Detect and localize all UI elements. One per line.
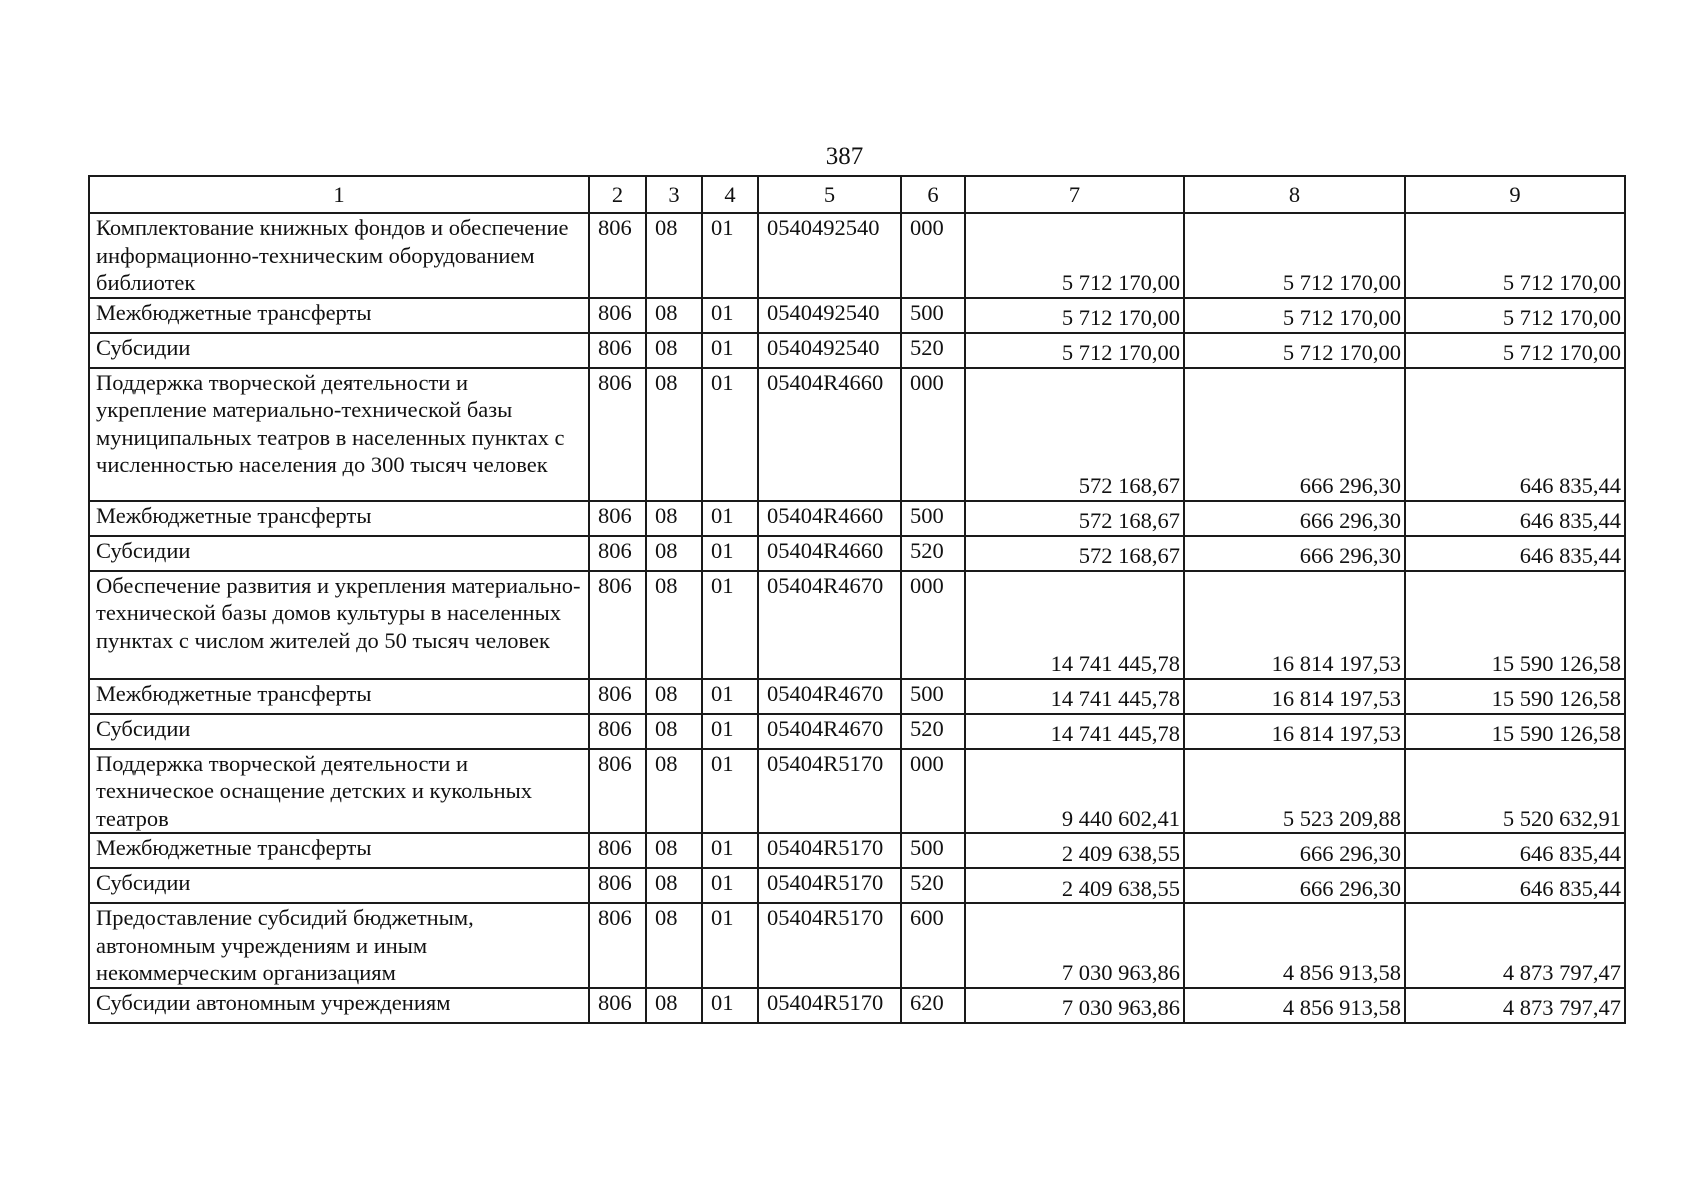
table-row	[89, 298, 1625, 333]
code-cell: 05404R5170	[758, 868, 901, 903]
code-cell: 01	[702, 298, 758, 333]
amount-cell: 16 814 197,53	[1184, 679, 1405, 714]
column-header: 6	[901, 176, 965, 213]
code-cell: 520	[901, 714, 965, 749]
code-cell: 0540492540	[758, 333, 901, 368]
code-cell: 806	[589, 536, 646, 571]
table-row	[89, 833, 1625, 868]
code-cell: 08	[646, 298, 702, 333]
amount-cell: 646 835,44	[1405, 868, 1625, 903]
code-cell: 05404R4660	[758, 501, 901, 536]
row-name-cell: Поддержка творческой деятельности и укрепление материально-технической базы муниципальных театров в населенных пунктах с численностью населения до 300 тысяч человек	[89, 368, 589, 501]
table-row	[89, 714, 1625, 749]
code-cell: 806	[589, 714, 646, 749]
amount-cell: 2 409 638,55	[965, 833, 1184, 868]
amount-cell: 15 590 126,58	[1405, 679, 1625, 714]
code-cell: 01	[702, 333, 758, 368]
code-cell: 620	[901, 988, 965, 1023]
amount-cell: 572 168,67	[965, 501, 1184, 536]
amount-cell: 4 873 797,47	[1405, 903, 1625, 988]
table-row	[89, 213, 1625, 298]
code-cell: 01	[702, 903, 758, 988]
code-cell: 000	[901, 571, 965, 679]
table-row	[89, 679, 1625, 714]
amount-cell: 5 712 170,00	[1184, 298, 1405, 333]
amount-cell: 7 030 963,86	[965, 903, 1184, 988]
row-name-cell: Поддержка творческой деятельности и техническое оснащение детских и кукольных театров	[89, 749, 589, 834]
amount-cell: 15 590 126,58	[1405, 714, 1625, 749]
amount-cell: 16 814 197,53	[1184, 571, 1405, 679]
code-cell: 01	[702, 714, 758, 749]
row-name-cell: Предоставление субсидий бюджетным, автономным учреждениям и иным некоммерческим организациям	[89, 903, 589, 988]
table-row	[89, 571, 1625, 679]
row-name-cell: Межбюджетные трансферты	[89, 833, 589, 868]
amount-cell: 572 168,67	[965, 536, 1184, 571]
page-number: 387	[825, 143, 864, 170]
row-name-cell: Субсидии автономным учреждениям	[89, 988, 589, 1023]
code-cell: 806	[589, 333, 646, 368]
code-cell: 806	[589, 903, 646, 988]
code-cell: 08	[646, 903, 702, 988]
amount-cell: 5 712 170,00	[965, 213, 1184, 298]
code-cell: 500	[901, 833, 965, 868]
budget-table	[88, 175, 1626, 1024]
code-cell: 806	[589, 679, 646, 714]
amount-cell: 5 712 170,00	[1405, 333, 1625, 368]
code-cell: 08	[646, 213, 702, 298]
amount-cell: 5 523 209,88	[1184, 749, 1405, 834]
code-cell: 806	[589, 749, 646, 834]
row-name-cell: Межбюджетные трансферты	[89, 298, 589, 333]
amount-cell: 5 712 170,00	[1184, 213, 1405, 298]
code-cell: 600	[901, 903, 965, 988]
code-cell: 01	[702, 749, 758, 834]
column-header: 9	[1405, 176, 1625, 213]
row-name-cell: Обеспечение развития и укрепления материально-технической базы домов культуры в населенных пунктах с числом жителей до 50 тысяч человек	[89, 571, 589, 679]
amount-cell: 5 712 170,00	[965, 333, 1184, 368]
code-cell: 05404R4660	[758, 368, 901, 501]
amount-cell: 646 835,44	[1405, 536, 1625, 571]
amount-cell: 15 590 126,58	[1405, 571, 1625, 679]
code-cell: 08	[646, 333, 702, 368]
amount-cell: 5 712 170,00	[965, 298, 1184, 333]
code-cell: 806	[589, 988, 646, 1023]
amount-cell: 666 296,30	[1184, 833, 1405, 868]
amount-cell: 9 440 602,41	[965, 749, 1184, 834]
row-name-cell: Комплектование книжных фондов и обеспечение информационно-техническим оборудованием библиотек	[89, 213, 589, 298]
code-cell: 000	[901, 749, 965, 834]
amount-cell: 7 030 963,86	[965, 988, 1184, 1023]
code-cell: 01	[702, 868, 758, 903]
row-name-cell: Субсидии	[89, 714, 589, 749]
table-row	[89, 333, 1625, 368]
code-cell: 08	[646, 571, 702, 679]
code-cell: 05404R4670	[758, 714, 901, 749]
code-cell: 520	[901, 868, 965, 903]
amount-cell: 5 520 632,91	[1405, 749, 1625, 834]
code-cell: 08	[646, 536, 702, 571]
row-name-cell: Субсидии	[89, 536, 589, 571]
code-cell: 08	[646, 868, 702, 903]
table-row	[89, 749, 1625, 834]
amount-cell: 666 296,30	[1184, 368, 1405, 501]
code-cell: 01	[702, 213, 758, 298]
code-cell: 05404R5170	[758, 833, 901, 868]
code-cell: 01	[702, 679, 758, 714]
amount-cell: 14 741 445,78	[965, 714, 1184, 749]
code-cell: 05404R5170	[758, 903, 901, 988]
amount-cell: 14 741 445,78	[965, 679, 1184, 714]
code-cell: 01	[702, 536, 758, 571]
table-row	[89, 501, 1625, 536]
code-cell: 08	[646, 501, 702, 536]
column-header: 8	[1184, 176, 1405, 213]
code-cell: 01	[702, 501, 758, 536]
code-cell: 08	[646, 679, 702, 714]
code-cell: 500	[901, 679, 965, 714]
code-cell: 05404R5170	[758, 988, 901, 1023]
amount-cell: 666 296,30	[1184, 501, 1405, 536]
code-cell: 01	[702, 571, 758, 679]
amount-cell: 5 712 170,00	[1184, 333, 1405, 368]
amount-cell: 14 741 445,78	[965, 571, 1184, 679]
row-name-cell: Межбюджетные трансферты	[89, 501, 589, 536]
amount-cell: 4 856 913,58	[1184, 903, 1405, 988]
code-cell: 000	[901, 213, 965, 298]
column-header: 4	[702, 176, 758, 213]
column-header: 3	[646, 176, 702, 213]
row-name-cell: Межбюджетные трансферты	[89, 679, 589, 714]
code-cell: 500	[901, 501, 965, 536]
amount-cell: 5 712 170,00	[1405, 298, 1625, 333]
code-cell: 08	[646, 714, 702, 749]
code-cell: 05404R4670	[758, 679, 901, 714]
code-cell: 05404R4670	[758, 571, 901, 679]
amount-cell: 646 835,44	[1405, 501, 1625, 536]
amount-cell: 4 856 913,58	[1184, 988, 1405, 1023]
code-cell: 000	[901, 368, 965, 501]
amount-cell: 666 296,30	[1184, 536, 1405, 571]
code-cell: 806	[589, 213, 646, 298]
code-cell: 520	[901, 333, 965, 368]
code-cell: 08	[646, 749, 702, 834]
amount-cell: 4 873 797,47	[1405, 988, 1625, 1023]
table-row	[89, 368, 1625, 501]
table-row	[89, 988, 1625, 1023]
code-cell: 0540492540	[758, 213, 901, 298]
code-cell: 01	[702, 833, 758, 868]
amount-cell: 5 712 170,00	[1405, 213, 1625, 298]
code-cell: 05404R4660	[758, 536, 901, 571]
column-header: 1	[89, 176, 589, 213]
amount-cell: 2 409 638,55	[965, 868, 1184, 903]
code-cell: 806	[589, 833, 646, 868]
code-cell: 08	[646, 368, 702, 501]
code-cell: 08	[646, 988, 702, 1023]
amount-cell: 16 814 197,53	[1184, 714, 1405, 749]
amount-cell: 646 835,44	[1405, 368, 1625, 501]
column-header: 7	[965, 176, 1184, 213]
column-header: 5	[758, 176, 901, 213]
code-cell: 500	[901, 298, 965, 333]
row-name-cell: Субсидии	[89, 868, 589, 903]
code-cell: 08	[646, 833, 702, 868]
code-cell: 806	[589, 368, 646, 501]
header-row	[89, 176, 1625, 213]
table-row	[89, 903, 1625, 988]
column-header: 2	[589, 176, 646, 213]
row-name-cell: Субсидии	[89, 333, 589, 368]
amount-cell: 572 168,67	[965, 368, 1184, 501]
table-row	[89, 536, 1625, 571]
code-cell: 05404R5170	[758, 749, 901, 834]
code-cell: 01	[702, 368, 758, 501]
code-cell: 806	[589, 868, 646, 903]
amount-cell: 666 296,30	[1184, 868, 1405, 903]
code-cell: 806	[589, 501, 646, 536]
code-cell: 806	[589, 571, 646, 679]
code-cell: 806	[589, 298, 646, 333]
code-cell: 520	[901, 536, 965, 571]
code-cell: 01	[702, 988, 758, 1023]
table-row	[89, 868, 1625, 903]
code-cell: 0540492540	[758, 298, 901, 333]
amount-cell: 646 835,44	[1405, 833, 1625, 868]
